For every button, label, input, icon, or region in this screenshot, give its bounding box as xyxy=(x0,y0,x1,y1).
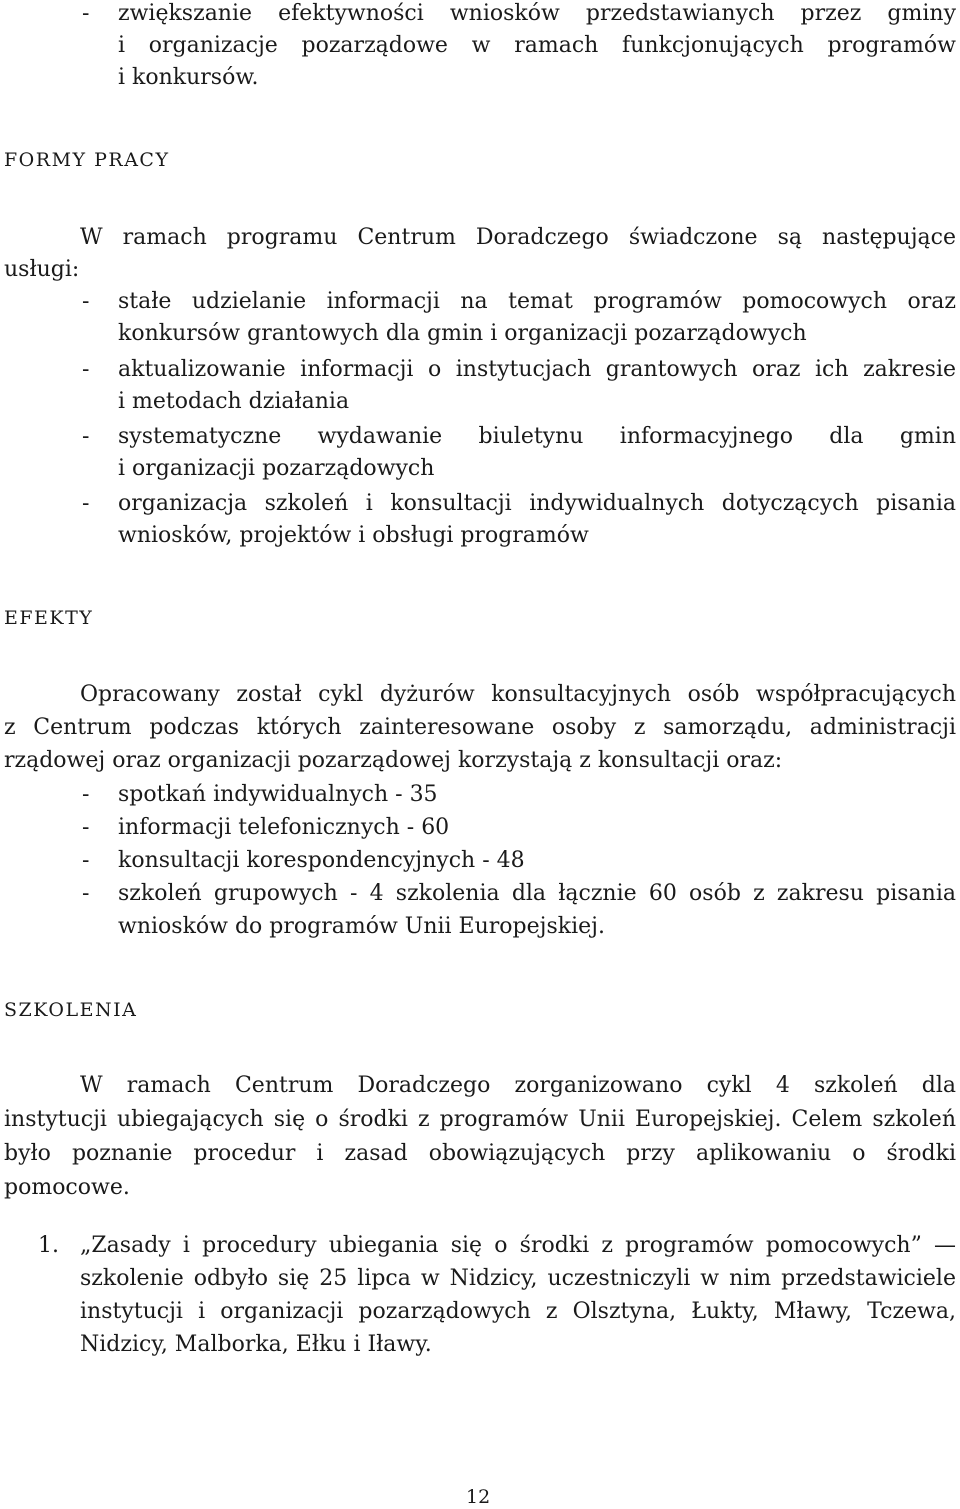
list-dash: - xyxy=(82,782,90,807)
list-dash: - xyxy=(82,424,90,449)
page-number: 12 xyxy=(466,1486,491,1508)
list-dash: - xyxy=(82,815,90,840)
szkolenia-paragraph-line-2: instytucji ubiegających się o środki z programów Unii Europejskiej. Celem szkoleń xyxy=(4,1107,956,1132)
list-dash: - xyxy=(82,289,90,314)
szkolenia-paragraph-line-3: było poznanie procedur i zasad obowiązujących przy aplikowaniu o środki xyxy=(4,1141,956,1166)
service-item-1-line-2: konkursów grantowych dla gmin i organizacji pozarządowych xyxy=(118,321,807,346)
training-item-1-line-2: szkolenie odbyło się 25 lipca w Nidzicy, uczestniczyli w nim przedstawiciele xyxy=(80,1266,956,1291)
section-heading-efekty: EFEKTY xyxy=(4,607,94,629)
consultation-item-3: konsultacji korespondencyjnych - 48 xyxy=(118,848,525,873)
training-item-1-line-1: „Zasady i procedury ubiegania się o środki z programów pomocowych” — xyxy=(80,1233,956,1258)
list-dash: - xyxy=(82,491,90,516)
szkolenia-paragraph-line-4: pomocowe. xyxy=(4,1175,130,1200)
training-item-number: 1. xyxy=(38,1233,59,1258)
list-dash: - xyxy=(82,357,90,382)
consultation-item-4-line-1: szkoleń grupowych - 4 szkolenia dla łącznie 60 osób z zakresu pisania xyxy=(118,881,956,906)
service-item-4-line-2: wniosków, projektów i obsługi programów xyxy=(118,523,589,548)
consultation-item-2: informacji telefonicznych - 60 xyxy=(118,815,450,840)
service-item-2-line-2: i metodach działania xyxy=(118,389,350,414)
section-heading-formy-pracy: FORMY PRACY xyxy=(4,149,170,171)
list-dash: - xyxy=(82,1,90,26)
service-item-3-line-1: systematyczne wydawanie biuletynu informacyjnego dla gmin xyxy=(118,424,956,449)
intro-line-3: i konkursów. xyxy=(118,65,259,90)
intro-line-2: i organizacje pozarządowe w ramach funkcjonujących programów xyxy=(118,33,956,58)
consultation-item-1: spotkań indywidualnych - 35 xyxy=(118,782,438,807)
section-heading-szkolenia: SZKOLENIA xyxy=(4,999,138,1021)
formy-pracy-intro-line-1: W ramach programu Centrum Doradczego świadczone są następujące xyxy=(80,225,956,250)
service-item-3-line-2: i organizacji pozarządowych xyxy=(118,456,435,481)
list-dash: - xyxy=(82,848,90,873)
training-item-1-line-3: instytucji i organizacji pozarządowych z Olsztyna, Łukty, Mławy, Tczewa, xyxy=(80,1299,956,1324)
list-dash: - xyxy=(82,881,90,906)
szkolenia-paragraph-line-1: W ramach Centrum Doradczego zorganizowano cykl 4 szkoleń dla xyxy=(80,1073,956,1098)
service-item-2-line-1: aktualizowanie informacji o instytucjach grantowych oraz ich zakresie xyxy=(118,357,956,382)
efekty-paragraph-line-2: z Centrum podczas których zainteresowane osoby z samorządu, administracji xyxy=(4,715,956,740)
consultation-item-4-line-2: wniosków do programów Unii Europejskiej. xyxy=(118,914,605,939)
efekty-paragraph-line-3: rządowej oraz organizacji pozarządowej korzystają z konsultacji oraz: xyxy=(4,748,783,773)
service-item-1-line-1: stałe udzielanie informacji na temat programów pomocowych oraz xyxy=(118,289,956,314)
training-item-1-line-4: Nidzicy, Malborka, Ełku i Iławy. xyxy=(80,1332,432,1357)
service-item-4-line-1: organizacja szkoleń i konsultacji indywidualnych dotyczących pisania xyxy=(118,491,956,516)
formy-pracy-intro-line-2: usługi: xyxy=(4,257,80,282)
intro-line-1: zwiększanie efektywności wniosków przedstawianych przez gminy xyxy=(118,1,956,26)
efekty-paragraph-line-1: Opracowany został cykl dyżurów konsultacyjnych osób współpracujących xyxy=(80,682,956,707)
